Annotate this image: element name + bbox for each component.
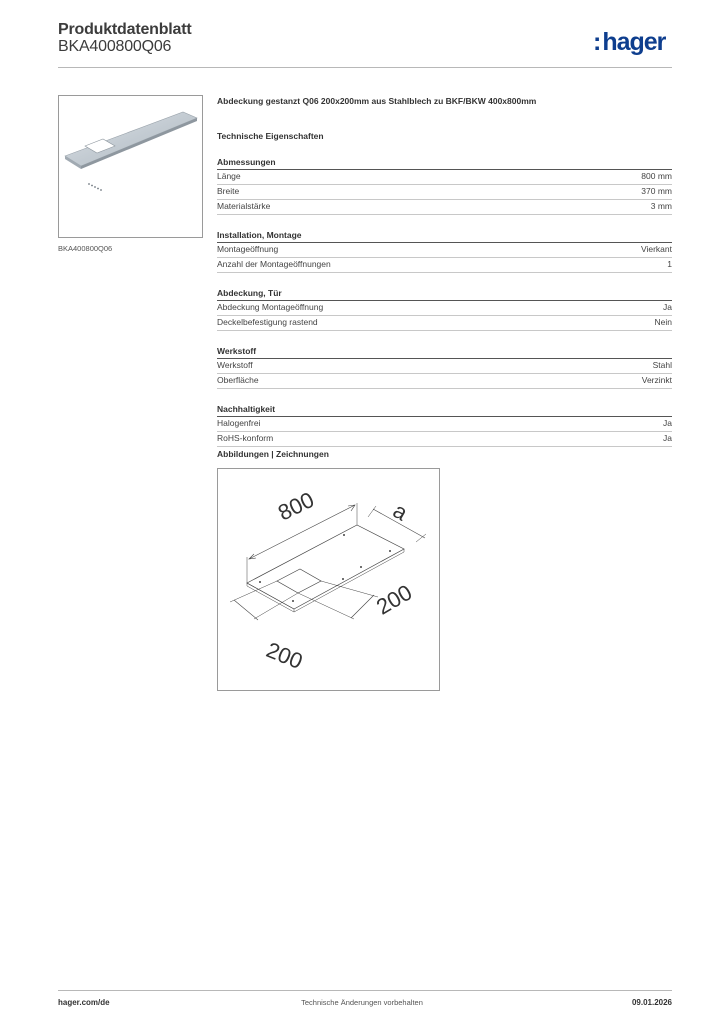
figures-heading: Abbildungen | Zeichnungen xyxy=(217,449,329,459)
group-title: Abdeckung, Tür xyxy=(217,287,672,301)
group-sustainability xyxy=(217,403,672,447)
property-value: 3 mm xyxy=(650,201,672,211)
property-row xyxy=(217,316,672,331)
property-label: Deckelbefestigung rastend xyxy=(217,317,318,327)
product-photo xyxy=(58,95,203,238)
property-label: Halogenfrei xyxy=(217,418,261,428)
property-label: Breite xyxy=(217,186,240,196)
property-row xyxy=(217,417,672,432)
group-dimensions xyxy=(217,156,672,215)
technical-properties-heading: Technische Eigenschaften xyxy=(217,131,324,141)
photo-caption: BKA400800Q06 xyxy=(58,244,113,253)
property-row xyxy=(217,185,672,200)
dimension-cutout-side-label: 200 xyxy=(371,579,417,620)
property-label: Oberfläche xyxy=(217,375,259,385)
header-divider xyxy=(58,67,672,68)
property-label: Abdeckung Montageöffnung xyxy=(217,302,324,312)
property-label: Länge xyxy=(217,171,241,181)
document-title: Produktdatenblatt xyxy=(58,21,192,38)
property-row xyxy=(217,243,672,258)
dimension-a-label: a xyxy=(388,497,412,526)
property-value: 1 xyxy=(667,259,672,269)
property-row xyxy=(217,359,672,374)
property-label: RoHS-konform xyxy=(217,433,274,443)
property-row xyxy=(217,170,672,185)
group-installation xyxy=(217,229,672,273)
footer-divider xyxy=(58,990,672,991)
logo-word: hager xyxy=(602,28,666,56)
group-title: Abmessungen xyxy=(217,156,672,170)
property-value: Stahl xyxy=(652,360,672,370)
property-label: Materialstärke xyxy=(217,201,271,211)
property-value: Vierkant xyxy=(640,244,672,254)
footer-date: 09.01.2026 xyxy=(631,998,672,1007)
product-description: Abdeckung gestanzt Q06 200x200mm aus Stahlblech zu BKF/BKW 400x800mm xyxy=(217,96,537,106)
property-value: Ja xyxy=(663,418,672,428)
footer-website-link[interactable]: hager.com/de xyxy=(58,998,110,1007)
property-row xyxy=(217,258,672,273)
product-details xyxy=(217,95,672,447)
steel-plate-image xyxy=(59,96,202,237)
property-row xyxy=(217,301,672,316)
property-value: Ja xyxy=(663,302,672,312)
property-row xyxy=(217,374,672,389)
technical-drawing xyxy=(217,468,440,691)
hager-logo[interactable] xyxy=(593,27,665,57)
group-title: Installation, Montage xyxy=(217,229,672,243)
footer-notice: Technische Änderungen vorbehalten xyxy=(301,998,423,1007)
property-label: Montageöffnung xyxy=(217,244,279,254)
property-label: Anzahl der Montageöffnungen xyxy=(217,259,331,269)
product-code: BKA400800Q06 xyxy=(58,38,172,55)
property-value: 800 mm xyxy=(641,171,672,181)
property-label: Werkstoff xyxy=(217,360,253,370)
property-value: 370 mm xyxy=(641,186,672,196)
logo-colon: : xyxy=(593,28,602,56)
property-value: Ja xyxy=(663,433,672,443)
property-row xyxy=(217,200,672,215)
group-title: Nachhaltigkeit xyxy=(217,403,672,417)
group-title: Werkstoff xyxy=(217,345,672,359)
property-row xyxy=(217,432,672,447)
dimension-cutout-front-label: 200 xyxy=(262,637,307,675)
property-value: Verzinkt xyxy=(641,375,672,385)
property-value: Nein xyxy=(654,317,672,327)
group-cover-door xyxy=(217,287,672,331)
group-material xyxy=(217,345,672,389)
dimension-length-label: 800 xyxy=(274,486,318,526)
